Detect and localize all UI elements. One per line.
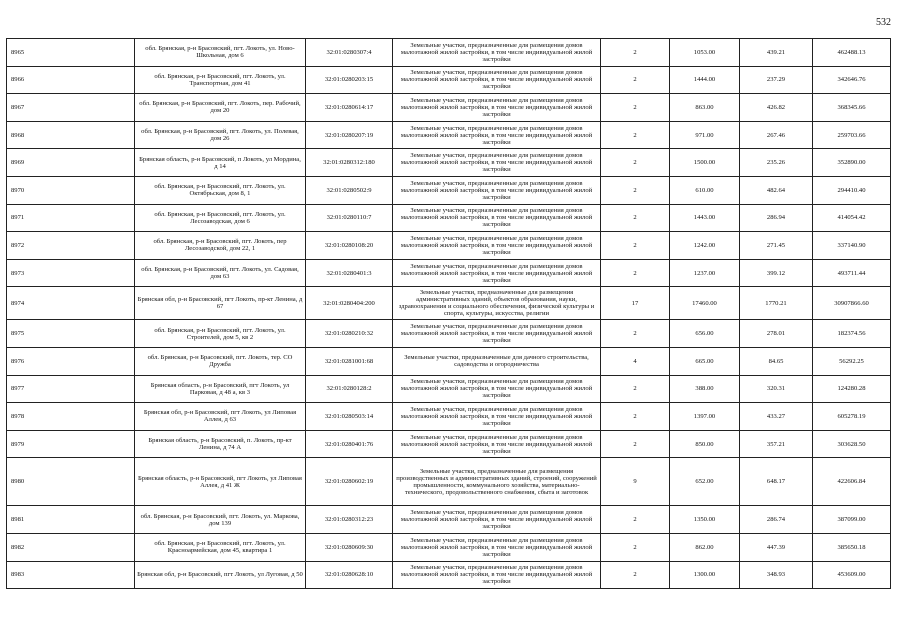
area-cell: 610.00 [670, 176, 740, 204]
group-cell: 2 [601, 232, 670, 260]
table-row [7, 561, 891, 589]
land-use-cell: Земельные участки, предназначенные для размещения домов малоэтажной жилой застройки, в том числе индивидуальной жилой застройки [393, 403, 601, 431]
row-number: 8982 [7, 533, 135, 561]
table-row [7, 66, 891, 94]
row-number: 8965 [7, 39, 135, 67]
row-number: 8976 [7, 347, 135, 375]
land-use-cell: Земельные участки, предназначенные для размещения домов малоэтажной жилой застройки, в том числе индивидуальной жилой застройки [393, 506, 601, 534]
specific-value-cell: 320.31 [740, 375, 813, 403]
land-use-cell: Земельные участки, предназначенные для размещения домов малоэтажной жилой застройки, в том числе индивидуальной жилой застройки [393, 204, 601, 232]
area-cell: 1443.00 [670, 204, 740, 232]
cadastral-number-cell: 32:01:0280503:14 [306, 403, 393, 431]
row-number: 8973 [7, 259, 135, 287]
specific-value-cell: 348.93 [740, 561, 813, 589]
cadastral-value-cell: 422606.84 [813, 458, 891, 506]
area-cell: 1397.00 [670, 403, 740, 431]
land-use-cell: Земельные участки, предназначенные для размещения домов малоэтажной жилой застройки, в том числе индивидуальной жилой застройки [393, 259, 601, 287]
address-cell: Брянская область, р-н Брасовский, п Локоть, ул Мордина, д 14 [135, 149, 306, 177]
group-cell: 2 [601, 320, 670, 348]
cadastral-value-cell: 414054.42 [813, 204, 891, 232]
address-cell: обл. Брянская, р-н Брасовский, пгт. Локоть, тер. СО Дружба [135, 347, 306, 375]
cadastral-value-cell: 453609.00 [813, 561, 891, 589]
specific-value-cell: 433.27 [740, 403, 813, 431]
specific-value-cell: 426.82 [740, 94, 813, 122]
group-cell: 4 [601, 347, 670, 375]
land-use-cell: Земельные участки, предназначенные для размещения домов малоэтажной жилой застройки, в том числе индивидуальной жилой застройки [393, 39, 601, 67]
address-cell: обл. Брянская, р-н Брасовский, пгт. Локоть, ул. Ново-Школьная, дом 6 [135, 39, 306, 67]
table-row [7, 430, 891, 458]
table-row [7, 347, 891, 375]
cadastral-value-cell: 342646.76 [813, 66, 891, 94]
table-row [7, 204, 891, 232]
land-use-cell: Земельные участки, предназначенные для размещения домов малоэтажной жилой застройки, в том числе индивидуальной жилой застройки [393, 561, 601, 589]
cadastral-number-cell: 32:01:0280609:30 [306, 533, 393, 561]
row-number: 8975 [7, 320, 135, 348]
area-cell: 1350.00 [670, 506, 740, 534]
cadastral-value-table [6, 38, 891, 589]
area-cell: 1053.00 [670, 39, 740, 67]
cadastral-number-cell: 32:01:0280602:19 [306, 458, 393, 506]
cadastral-number-cell: 32:01:0281001:68 [306, 347, 393, 375]
land-use-cell: Земельные участки, предназначенные для размещения производственных и административных зданий, строений, сооружений промышленности, коммунального хозяйства, материально-технического, продовольственного снабжения, сбыта и заготовок [393, 458, 601, 506]
group-cell: 9 [601, 458, 670, 506]
address-cell: обл. Брянская, р-н Брасовский, пгт. Локоть, ул. Строителей, дом 5, кв 2 [135, 320, 306, 348]
address-cell: Брянская область, р-н Брасовский, пгт Локоть, ул Парковая, д 48 а, кв 3 [135, 375, 306, 403]
land-use-cell: Земельные участки, предназначенные для размещения домов малоэтажной жилой застройки, в том числе индивидуальной жилой застройки [393, 320, 601, 348]
address-cell: обл. Брянская, р-н Брасовский, пгт. Локоть, ул. Полевая, дом 26 [135, 121, 306, 149]
land-use-cell: Земельные участки, предназначенные для размещения домов малоэтажной жилой застройки, в том числе индивидуальной жилой застройки [393, 176, 601, 204]
group-cell: 2 [601, 533, 670, 561]
land-use-cell: Земельные участки, предназначенные для размещения домов малоэтажной жилой застройки, в том числе индивидуальной жилой застройки [393, 149, 601, 177]
area-cell: 17460.00 [670, 287, 740, 320]
table-row [7, 375, 891, 403]
specific-value-cell: 482.64 [740, 176, 813, 204]
cadastral-number-cell: 32:01:0280128:2 [306, 375, 393, 403]
land-use-cell: Земельные участки, предназначенные для размещения домов малоэтажной жилой застройки, в том числе индивидуальной жилой застройки [393, 121, 601, 149]
cadastral-value-cell: 605278.19 [813, 403, 891, 431]
table-row [7, 533, 891, 561]
area-cell: 1237.00 [670, 259, 740, 287]
row-number: 8972 [7, 232, 135, 260]
cadastral-value-cell: 303628.50 [813, 430, 891, 458]
row-number: 8978 [7, 403, 135, 431]
area-cell: 1500.00 [670, 149, 740, 177]
page-number: 532 [876, 17, 891, 28]
specific-value-cell: 84.65 [740, 347, 813, 375]
specific-value-cell: 1770.21 [740, 287, 813, 320]
row-number: 8971 [7, 204, 135, 232]
table-body [7, 39, 891, 589]
cadastral-number-cell: 32:01:0280312:23 [306, 506, 393, 534]
group-cell: 2 [601, 430, 670, 458]
area-cell: 863.00 [670, 94, 740, 122]
row-number: 8968 [7, 121, 135, 149]
cadastral-number-cell: 32:01:0280614:17 [306, 94, 393, 122]
land-use-cell: Земельные участки, предназначенные для размещения административных зданий, объектов образования, науки, здравоохранения и социального обеспечения, физической культуры и спорта, культуры, искусства, религии [393, 287, 601, 320]
cadastral-value-cell: 493711.44 [813, 259, 891, 287]
group-cell: 2 [601, 149, 670, 177]
group-cell: 2 [601, 375, 670, 403]
table-row [7, 506, 891, 534]
cadastral-value-cell: 337140.90 [813, 232, 891, 260]
table-row [7, 287, 891, 320]
address-cell: обл. Брянская, р-н Брасовский, пгт. Локоть, ул. Октябрьская, дом 8, 1 [135, 176, 306, 204]
address-cell: Брянская область, р-н Брасовский, пгт Локоть, ул Липовая Аллея, д 41 Ж [135, 458, 306, 506]
table-row [7, 232, 891, 260]
specific-value-cell: 447.39 [740, 533, 813, 561]
cadastral-number-cell: 32:01:0280404:200 [306, 287, 393, 320]
address-cell: обл. Брянская, р-н Брасовский, пгт. Локоть, пер. Рабочий, дом 20 [135, 94, 306, 122]
specific-value-cell: 648.17 [740, 458, 813, 506]
cadastral-value-cell: 352890.00 [813, 149, 891, 177]
specific-value-cell: 439.21 [740, 39, 813, 67]
table-row [7, 259, 891, 287]
cadastral-number-cell: 32:01:0280108:20 [306, 232, 393, 260]
row-number: 8977 [7, 375, 135, 403]
address-cell: Брянская обл, р-н Брасовский, пгт Локоть, пр-кт Ленина, д 67 [135, 287, 306, 320]
address-cell: Брянская область, р-н Брасовский, п. Локоть, пр-кт Ленина, д 74 А [135, 430, 306, 458]
area-cell: 1242.00 [670, 232, 740, 260]
cadastral-number-cell: 32:01:0280207:19 [306, 121, 393, 149]
land-use-cell: Земельные участки, предназначенные для размещения домов малоэтажной жилой застройки, в том числе индивидуальной жилой застройки [393, 232, 601, 260]
cadastral-value-cell: 30907866.60 [813, 287, 891, 320]
area-cell: 862.00 [670, 533, 740, 561]
specific-value-cell: 271.45 [740, 232, 813, 260]
cadastral-value-cell: 259703.66 [813, 121, 891, 149]
row-number: 8979 [7, 430, 135, 458]
cadastral-number-cell: 32:01:0280502:9 [306, 176, 393, 204]
specific-value-cell: 286.74 [740, 506, 813, 534]
cadastral-number-cell: 32:01:0280401:76 [306, 430, 393, 458]
group-cell: 2 [601, 121, 670, 149]
cadastral-value-cell: 56292.25 [813, 347, 891, 375]
cadastral-number-cell: 32:01:0280312:180 [306, 149, 393, 177]
land-use-cell: Земельные участки, предназначенные для размещения домов малоэтажной жилой застройки, в том числе индивидуальной жилой застройки [393, 94, 601, 122]
area-cell: 652.00 [670, 458, 740, 506]
specific-value-cell: 237.29 [740, 66, 813, 94]
cadastral-value-cell: 124280.28 [813, 375, 891, 403]
row-number: 8967 [7, 94, 135, 122]
group-cell: 2 [601, 259, 670, 287]
cadastral-value-cell: 385650.18 [813, 533, 891, 561]
specific-value-cell: 286.94 [740, 204, 813, 232]
row-number: 8969 [7, 149, 135, 177]
address-cell: обл. Брянская, р-н Брасовский, пгт. Локоть, ул. Транспортная, дом 41 [135, 66, 306, 94]
group-cell: 2 [601, 403, 670, 431]
land-use-cell: Земельные участки, предназначенные для размещения домов малоэтажной жилой застройки, в том числе индивидуальной жилой застройки [393, 66, 601, 94]
cadastral-value-cell: 182374.56 [813, 320, 891, 348]
table-row [7, 39, 891, 67]
address-cell: обл. Брянская, р-н Брасовский, пгт. Локоть, ул. Садовая, дом 63 [135, 259, 306, 287]
specific-value-cell: 399.12 [740, 259, 813, 287]
table-row [7, 403, 891, 431]
land-use-cell: Земельные участки, предназначенные для дачного строительства, садоводства и огородничества [393, 347, 601, 375]
table-row [7, 320, 891, 348]
group-cell: 2 [601, 176, 670, 204]
area-cell: 971.00 [670, 121, 740, 149]
cadastral-value-cell: 368345.66 [813, 94, 891, 122]
specific-value-cell: 357.21 [740, 430, 813, 458]
cadastral-number-cell: 32:01:0280401:3 [306, 259, 393, 287]
address-cell: обл. Брянская, р-н Брасовский, пгт. Локоть, ул. Красноармейская, дом 45, квартира 1 [135, 533, 306, 561]
address-cell: Брянская обл, р-н Брасовский, пгт Локоть, ул Липовая Аллея, д 63 [135, 403, 306, 431]
group-cell: 2 [601, 561, 670, 589]
row-number: 8980 [7, 458, 135, 506]
group-cell: 17 [601, 287, 670, 320]
address-cell: обл. Брянская, р-н Брасовский, пгт. Локоть, ул. Маркова, дом 139 [135, 506, 306, 534]
row-number: 8981 [7, 506, 135, 534]
table-row [7, 121, 891, 149]
area-cell: 850.00 [670, 430, 740, 458]
cadastral-value-cell: 387099.00 [813, 506, 891, 534]
specific-value-cell: 235.26 [740, 149, 813, 177]
cadastral-number-cell: 32:01:0280307:4 [306, 39, 393, 67]
cadastral-value-cell: 294410.40 [813, 176, 891, 204]
table-row [7, 176, 891, 204]
group-cell: 2 [601, 506, 670, 534]
land-use-cell: Земельные участки, предназначенные для размещения домов малоэтажной жилой застройки, в том числе индивидуальной жилой застройки [393, 375, 601, 403]
cadastral-number-cell: 32:01:0280110:7 [306, 204, 393, 232]
cadastral-value-cell: 462488.13 [813, 39, 891, 67]
table-row [7, 94, 891, 122]
area-cell: 656.00 [670, 320, 740, 348]
area-cell: 1300.00 [670, 561, 740, 589]
cadastral-number-cell: 32:01:0280203:15 [306, 66, 393, 94]
table-row [7, 458, 891, 506]
cadastral-number-cell: 32:01:0280628:10 [306, 561, 393, 589]
specific-value-cell: 278.01 [740, 320, 813, 348]
row-number: 8983 [7, 561, 135, 589]
specific-value-cell: 267.46 [740, 121, 813, 149]
land-use-cell: Земельные участки, предназначенные для размещения домов малоэтажной жилой застройки, в том числе индивидуальной жилой застройки [393, 533, 601, 561]
table-row [7, 149, 891, 177]
group-cell: 2 [601, 94, 670, 122]
row-number: 8966 [7, 66, 135, 94]
row-number: 8974 [7, 287, 135, 320]
area-cell: 665.00 [670, 347, 740, 375]
area-cell: 1444.00 [670, 66, 740, 94]
area-cell: 388.00 [670, 375, 740, 403]
row-number: 8970 [7, 176, 135, 204]
address-cell: обл. Брянская, р-н Брасовский, пгт. Локоть, ул. Лесозаводская, дом 6 [135, 204, 306, 232]
group-cell: 2 [601, 39, 670, 67]
address-cell: обл. Брянская, р-н Брасовский, пгт. Локоть, пер Лесозаводской, дом 22, 1 [135, 232, 306, 260]
address-cell: Брянская обл, р-н Брасовский, пгт Локоть, ул Луговая, д 50 [135, 561, 306, 589]
land-use-cell: Земельные участки, предназначенные для размещения домов малоэтажной жилой застройки, в том числе индивидуальной жилой застройки [393, 430, 601, 458]
group-cell: 2 [601, 204, 670, 232]
cadastral-number-cell: 32:01:0280210:32 [306, 320, 393, 348]
group-cell: 2 [601, 66, 670, 94]
